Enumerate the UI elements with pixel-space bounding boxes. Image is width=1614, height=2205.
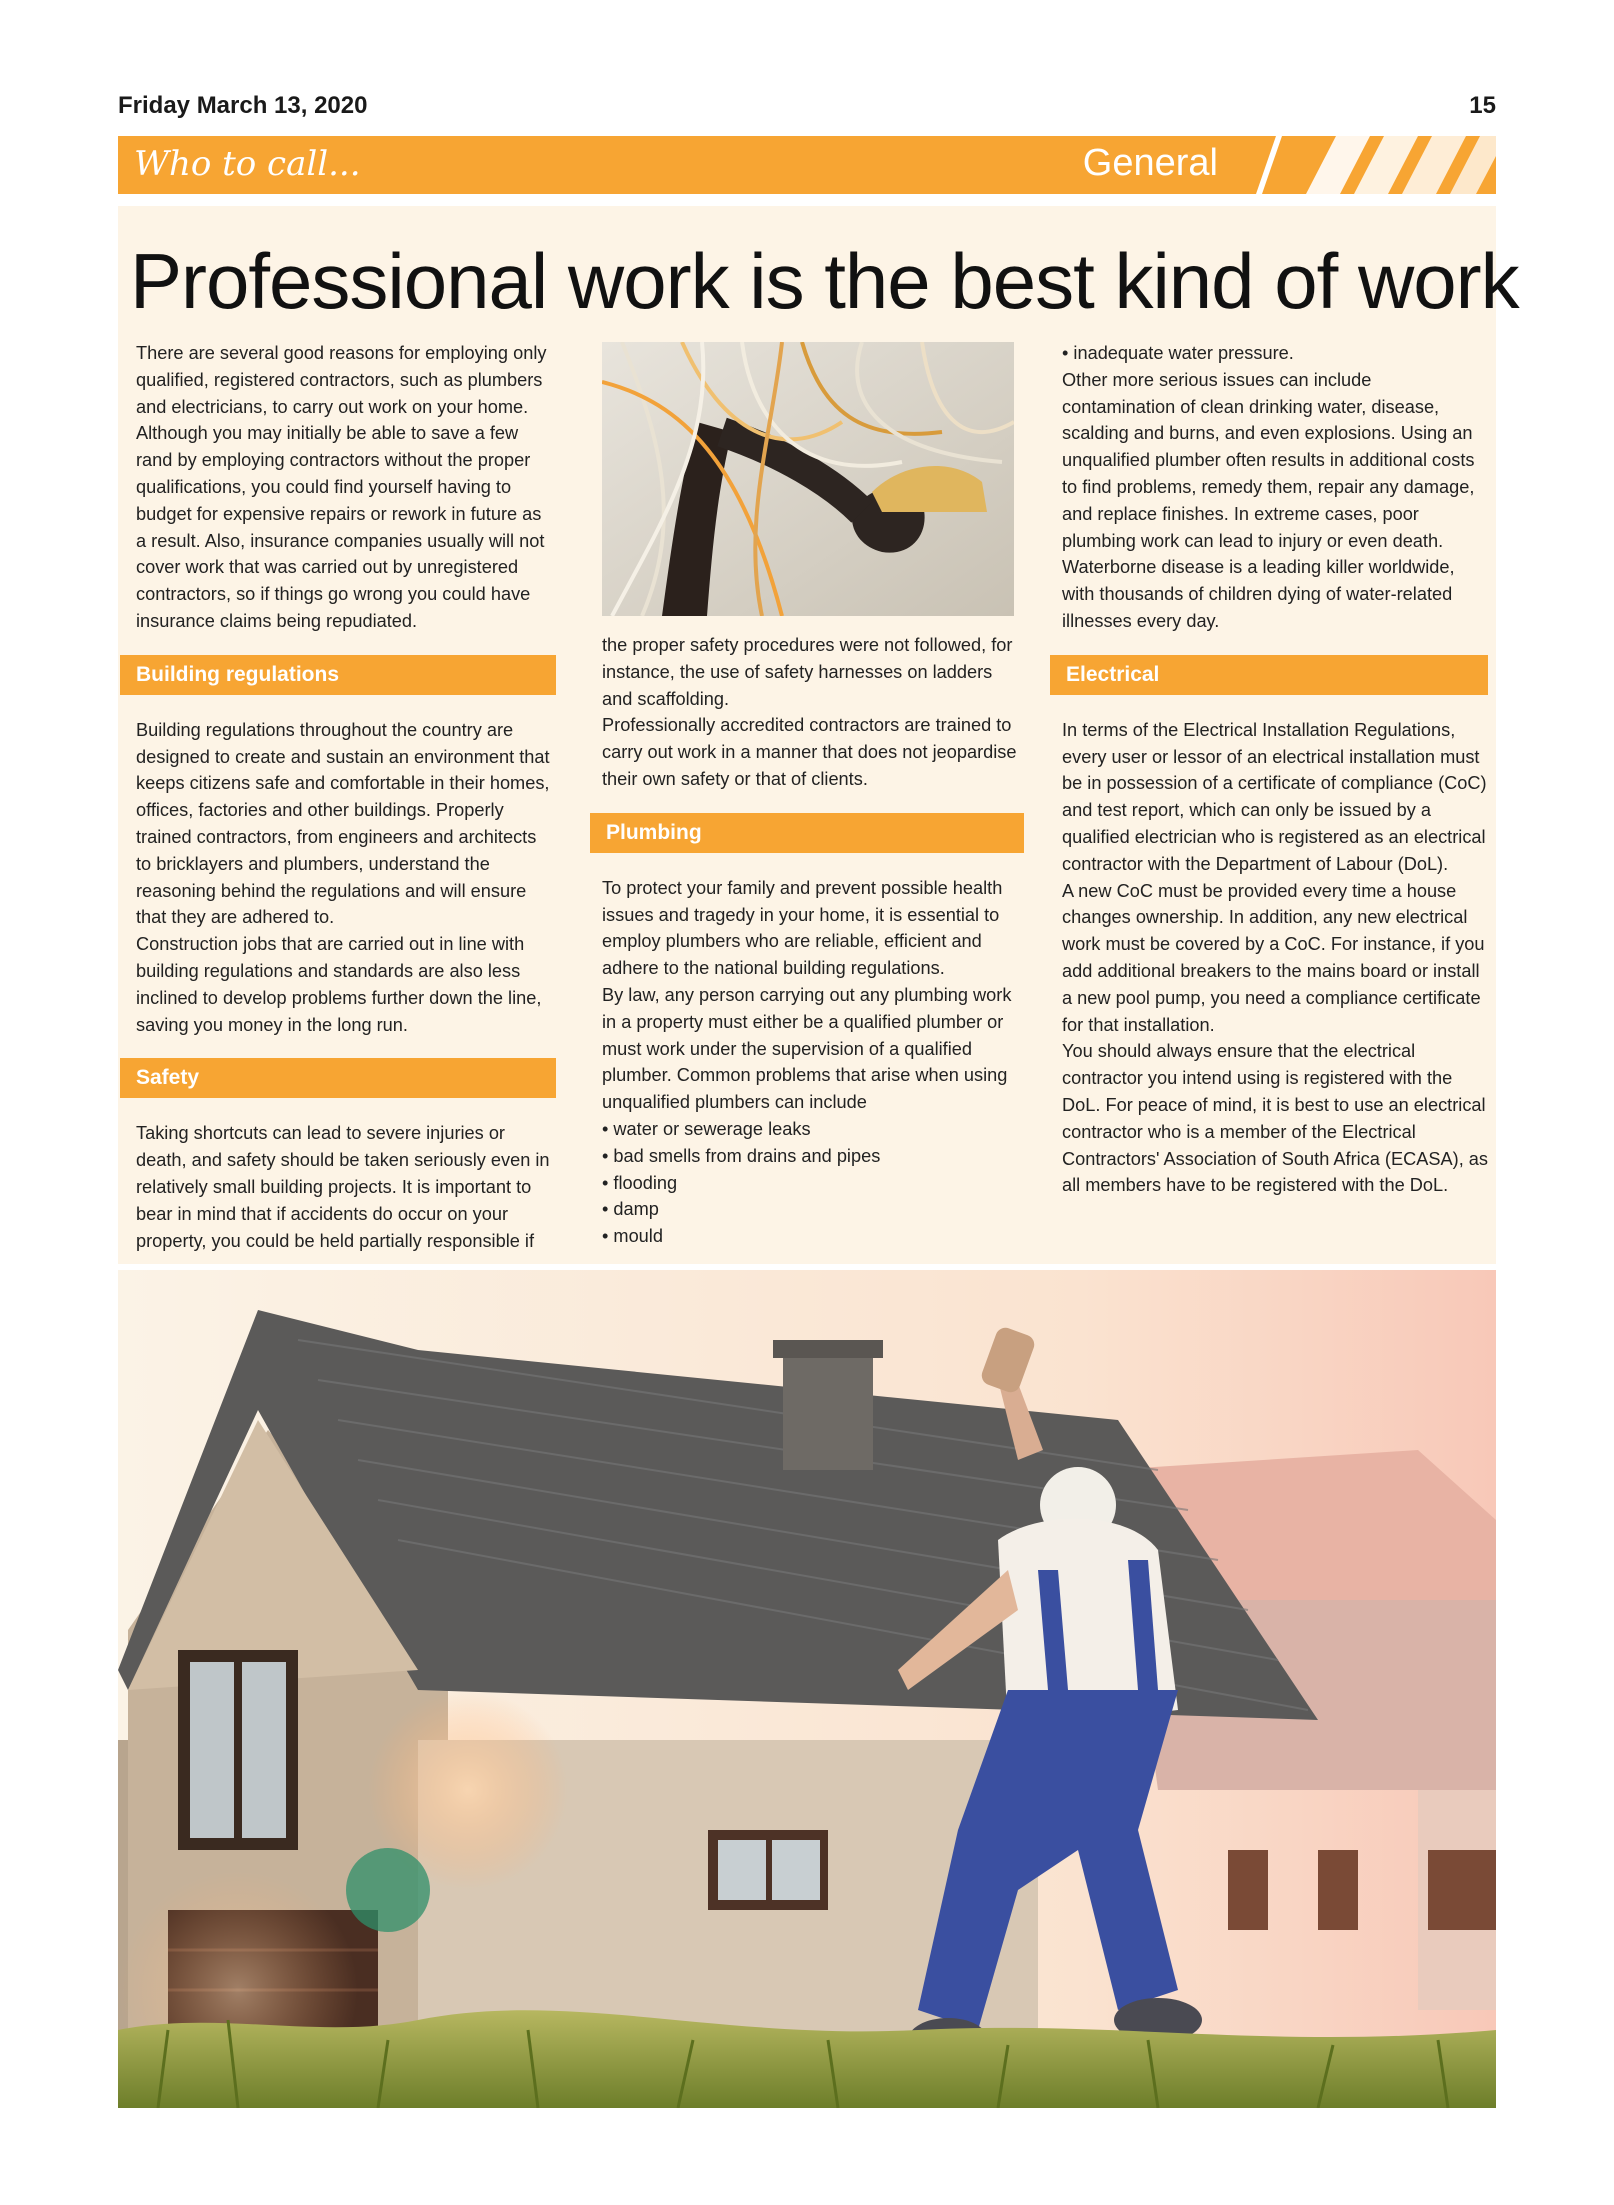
plumbing-last-bullet: • inadequate water pressure. [1062,343,1294,363]
house-worker-photo-art [118,1270,1496,2108]
page-number: 15 [1469,92,1496,119]
plumbing-paragraph-3: Other more serious issues can include contamination of clean drinking water, disease, scalding and burns, and even explosions. Using an unqualified plumber often results in additional costs to find problems, remedy them, repair any damage, and replace finishes. In extreme cases, poor plumbing work can lead to injury or even death. Waterborne disease is a leading killer worldwide, with thousands of children dying of water-related illnesses every day. [1062,369,1475,631]
section-banner [118,136,1496,194]
safety-paragraph-1-continued: the proper safety procedures were not followed, for instance, the use of safety harnesses on ladders and scaffolding. [602,635,1013,709]
section-heading-plumbing: Plumbing [590,813,1024,853]
list-item: • flooding [602,1172,678,1193]
plumbing-paragraph-1: To protect your family and prevent possible health issues and tragedy in your home, it is essential to employ plumbers who are reliable, efficient and adhere to the national building regulations. [602,877,1003,979]
electrician-photo-art [602,342,1014,616]
building-paragraph-1: Building regulations throughout the country are designed to create and sustain an environment that keeps citizens safe and comfortable in their homes, offices, factories and other buildings. Properly trained contractors, from engineers and architects to bricklayers and plumbers, understand the reasoning behind the regulations and will ensure that they are adhered to. [136,719,550,928]
electrical-paragraph-1: In terms of the Electrical Installation Regulations, every user or lessor of an electrical installation must be in possession of a certificate of compliance (CoC) and test report, which can only be issued by a qualified electrician who is registered as an electrical contractor with the Department of Labour (DoL). [1062,719,1487,874]
house-worker-photo [118,1270,1496,2108]
electrician-photo [602,342,1014,616]
page-header [118,92,1496,120]
list-item: • bad smells from drains and pipes [602,1145,881,1166]
article-headline: Professional work is the best kind of work [130,237,1519,325]
column-2 [602,632,1024,1250]
list-item: • damp [602,1199,659,1220]
electrical-paragraph-2: A new CoC must be provided every time a house changes ownership. In addition, any new electrical work must be covered by a CoC. For instance, if you add additional breakers to the mains board or install a new pool pump, you need a compliance certificate for that installation. [1062,880,1485,1035]
list-item: • water or sewerage leaks [602,1118,811,1139]
building-paragraph-2: Construction jobs that are carried out in line with building regulations and standards are also less inclined to develop problems further down the line, saving you money in the long run. [136,934,542,1035]
banner-stripes [1236,136,1496,194]
section-heading-safety: Safety [120,1058,556,1098]
electrical-paragraph-3: You should always ensure that the electrical contractor you intend using is registered with the DoL. For peace of mind, it is best to use an electrical contractor who is a member of the Electrical Contractors' Association of South Africa (ECASA), as all members have to be registered with the DoL. [1062,1041,1489,1196]
banner-series-title: Who to call... [134,144,361,184]
intro-paragraph: There are several good reasons for employing only qualified, registered contractors, such as plumbers and electricians, to carry out work on your home. Although you may initially be able to save a few rand by employing contractors without the proper qualifications, you could find yourself having to budget for expensive repairs or rework in future as a result. Also, insurance companies usually will not cover work that was carried out by unregistered contractors, so if things go wrong you could have insurance claims being repudiated. [136,343,547,631]
banner-section-name: General [1082,142,1218,184]
issue-date: Friday March 13, 2020 [118,92,368,119]
safety-paragraph-2: Professionally accredited contractors are trained to carry out work in a manner that does not jeopardise their own safety or that of clients. [602,715,1017,789]
safety-paragraph-1: Taking shortcuts can lead to severe injuries or death, and safety should be taken seriously even in relatively small building projects. It is important to bear in mind that if accidents do occur on your property, you could be held partially responsible if [136,1123,550,1251]
section-heading-electrical: Electrical [1050,655,1488,695]
column-1 [136,340,556,1254]
plumbing-problem-list [602,1116,1024,1250]
list-item: • mould [602,1226,663,1247]
plumbing-paragraph-2: By law, any person carrying out any plumbing work in a property must either be a qualified plumber or must work under the supervision of a qualified plumber. Common problems that arise when using unqualified plumbers can include [602,984,1012,1113]
section-heading-building-regulations: Building regulations [120,655,556,695]
column-3 [1062,340,1488,1199]
